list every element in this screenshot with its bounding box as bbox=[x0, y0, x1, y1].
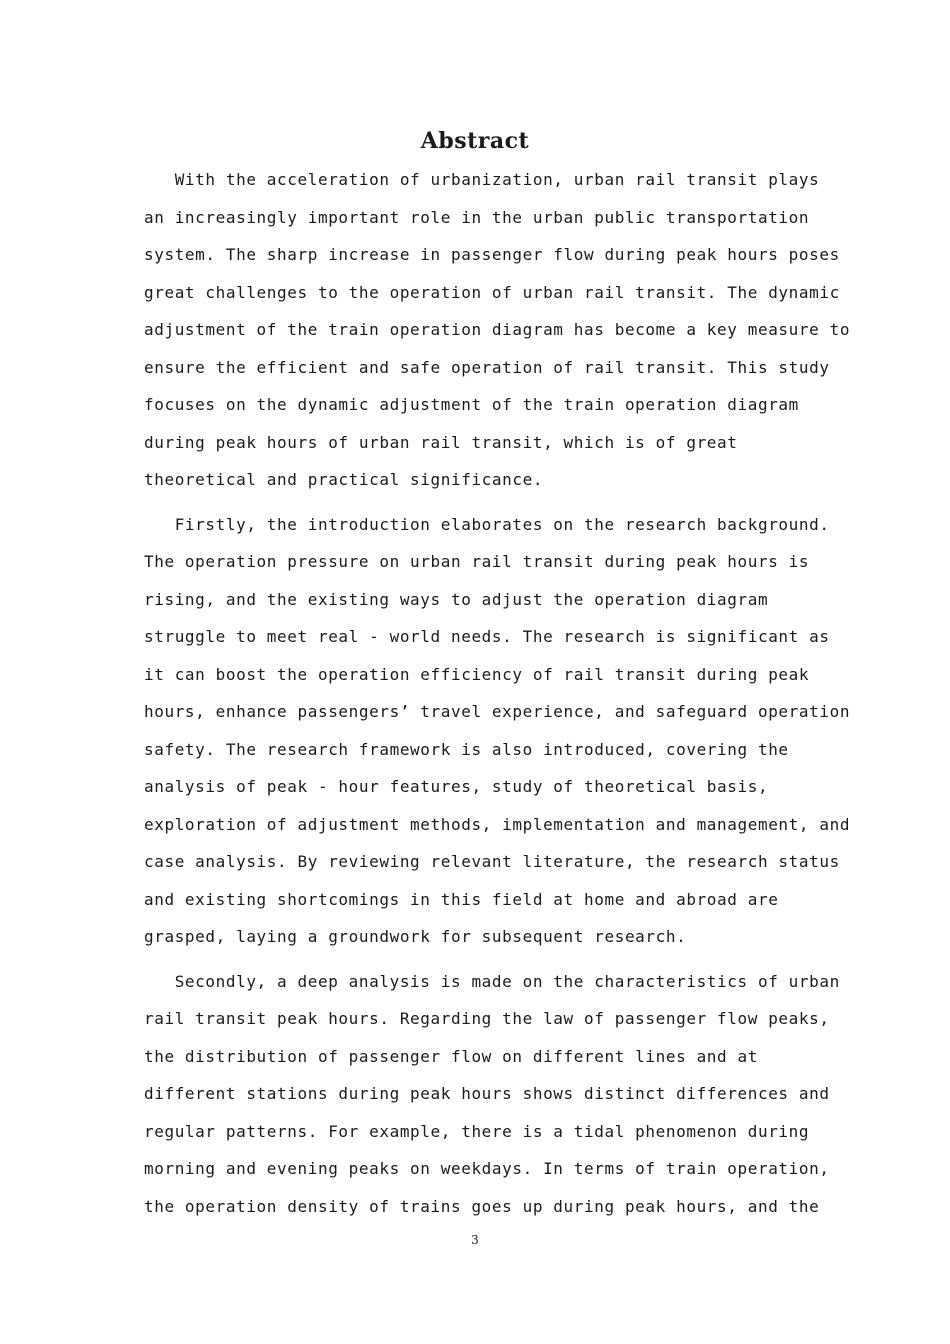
text-line: different stations during peak hours shows distinct differences and bbox=[144, 1084, 830, 1103]
text-line: struggle to meet real - world needs. The research is significant as bbox=[144, 627, 830, 646]
text-line: Firstly, the introduction elaborates on the research background. bbox=[144, 514, 830, 534]
text-line: The operation pressure on urban rail transit during peak hours is bbox=[144, 552, 810, 571]
text-line: great challenges to the operation of urban rail transit. The dynamic bbox=[144, 282, 840, 302]
text-line: rising, and the existing ways to adjust the operation diagram bbox=[144, 589, 769, 609]
text-line: rail transit peak hours. Regarding the law of passenger flow peaks, bbox=[144, 1009, 830, 1028]
text-line: adjustment of the train operation diagram has become a key measure to bbox=[144, 320, 851, 339]
text-line: and existing shortcomings in this field at home and abroad are bbox=[144, 889, 779, 909]
paragraph-2 bbox=[144, 511, 851, 961]
text-line: morning and evening peaks on weekdays. In terms of train operation, bbox=[144, 1159, 830, 1178]
text-line: the operation density of trains goes up during peak hours, and the bbox=[144, 1196, 820, 1216]
abstract-heading: Abstract bbox=[420, 128, 530, 154]
text-line: analysis of peak - hour features, study of theoretical basis, bbox=[144, 777, 769, 796]
text-line: grasped, laying a groundwork for subsequent research. bbox=[144, 927, 687, 946]
text-line: Secondly, a deep analysis is made on the characteristics of urban bbox=[144, 971, 840, 991]
text-line: regular patterns. For example, there is a tidal phenomenon during bbox=[144, 1121, 810, 1141]
text-line: safety. The research framework is also introduced, covering the bbox=[144, 739, 789, 759]
paragraph-1 bbox=[144, 166, 851, 504]
text-line: hours, enhance passengers’ travel experience, and safeguard operation bbox=[144, 702, 851, 721]
text-line: ensure the efficient and safe operation of rail transit. This study bbox=[144, 357, 830, 377]
text-line: theoretical and practical significance. bbox=[144, 470, 544, 489]
text-line: case analysis. By reviewing relevant literature, the research status bbox=[144, 852, 840, 871]
page-number: 3 bbox=[471, 1233, 479, 1247]
text-line: system. The sharp increase in passenger flow during peak hours poses bbox=[144, 245, 840, 264]
text-line: during peak hours of urban rail transit, which is of great bbox=[144, 432, 738, 452]
text-line: focuses on the dynamic adjustment of the train operation diagram bbox=[144, 395, 799, 414]
text-line: an increasingly important role in the urban public transportation bbox=[144, 207, 810, 227]
text-line: exploration of adjustment methods, implementation and management, and bbox=[144, 814, 851, 834]
text-line: With the acceleration of urbanization, urban rail transit plays bbox=[144, 170, 820, 189]
paragraph-3 bbox=[144, 968, 840, 1231]
abstract-body bbox=[144, 166, 851, 1237]
text-line: it can boost the operation efficiency of rail transit during peak bbox=[144, 664, 810, 684]
text-line: the distribution of passenger flow on different lines and at bbox=[144, 1046, 758, 1066]
